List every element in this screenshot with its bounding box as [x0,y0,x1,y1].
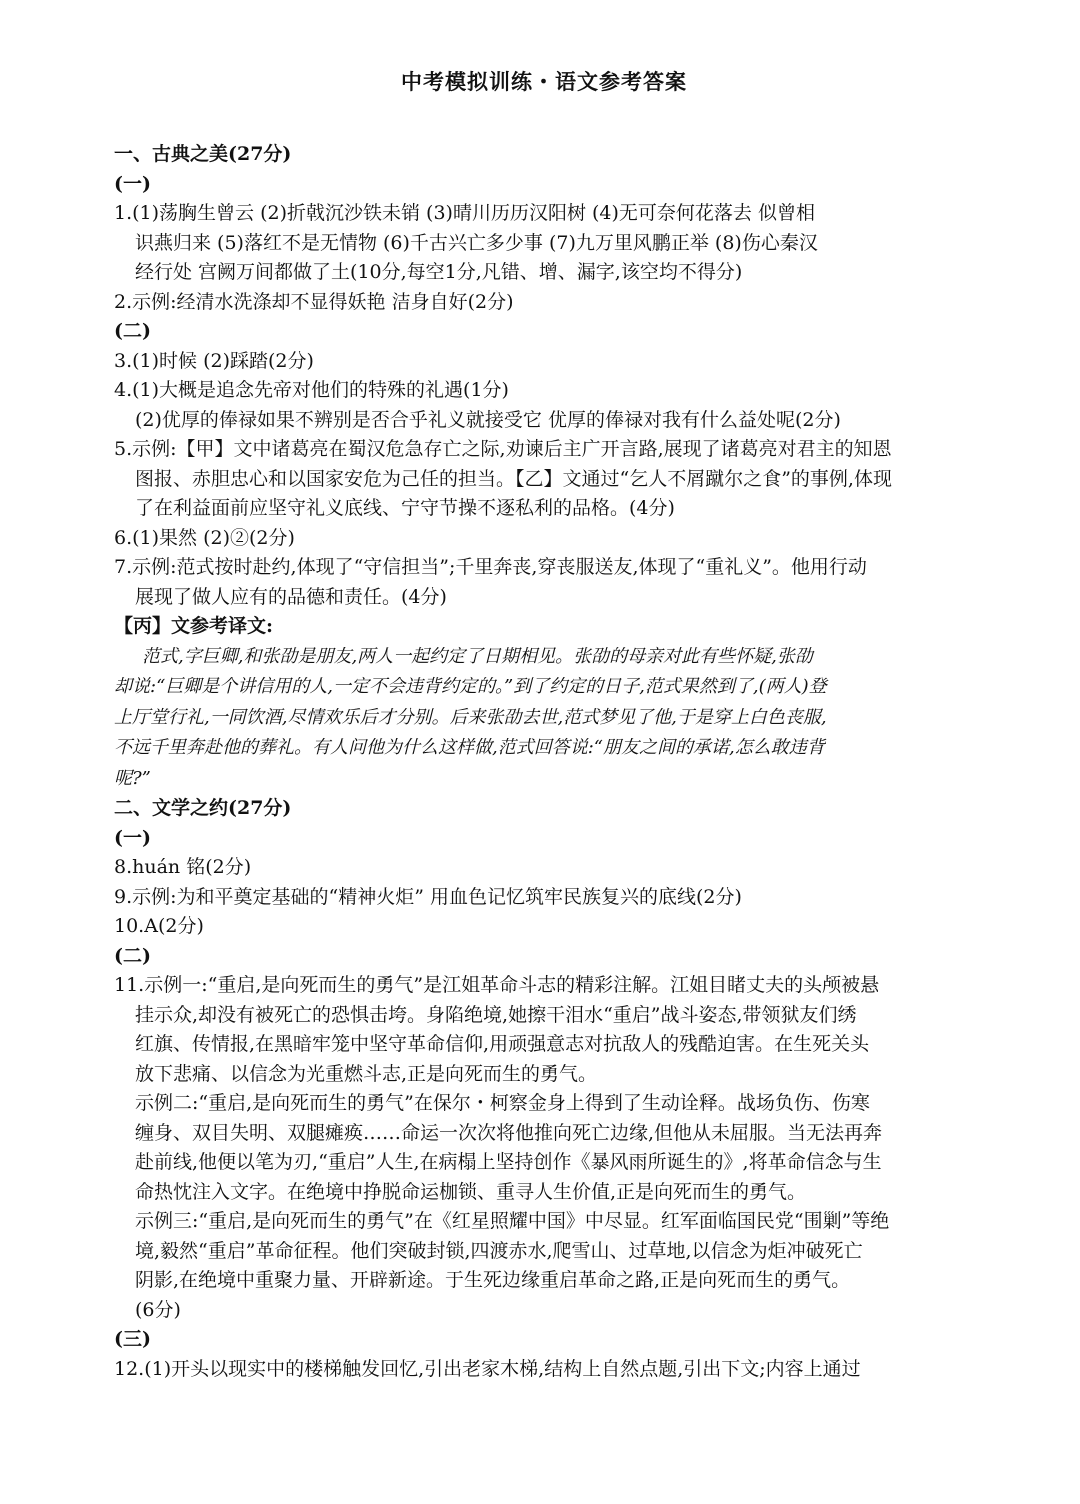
section-heading: 二、文学之约(27分) [114,797,292,819]
answer-line: 挂示众,却没有被死亡的恐惧击垮。身陷绝境,她擦干泪水“重启”战斗姿态,带领狱友们绣 [135,1003,857,1026]
subsection-heading: (二) [114,944,151,967]
answer-line: 2.示例:经清水洗涤却不显得妖艳 洁身自好(2分) [114,290,514,313]
translation-line: 上厅堂行礼,一同饮酒,尽情欢乐后才分别。后来张劭去世,范式梦见了他,于是穿上白色丧服, [114,706,827,728]
subsection-heading: (三) [114,1328,151,1350]
page-title: 中考模拟训练・语文参考答案 [401,69,687,94]
answer-line: 示例二:“重启,是向死而生的勇气”在保尔・柯察金身上得到了生动诠释。战场负伤、伤寒 [135,1092,870,1114]
answer-line: 12.(1)开头以现实中的楼梯触发回忆,引出老家木梯,结构上自然点题,引出下文;内容上通过 [114,1357,861,1380]
answer-line: 7.示例:范式按时赴约,体现了“守信担当”;千里奔丧,穿丧服送友,体现了“重礼义”。他用行动 [114,556,867,578]
translation-heading: 【丙】文参考译文: [114,615,274,637]
answer-line: 4.(1)大概是追念先帝对他们的特殊的礼遇(1分) [114,379,509,401]
answer-line: 境,毅然“重启”革命征程。他们突破封锁,四渡赤水,爬雪山、过草地,以信念为炬冲破死亡 [135,1239,863,1262]
translation-line: 呢?” [114,767,151,789]
translation-line: 范式,字巨卿,和张劭是朋友,两人一起约定了日期相见。张劭的母亲对此有些怀疑,张劭 [142,645,813,667]
translation-line: 不远千里奔赴他的葬礼。有人问他为什么这样做,范式回答说:“朋友之间的承诺,怎么敢违背 [114,737,825,758]
answer-line: 赴前线,他便以笔为刃,“重启”人生,在病榻上坚持创作《暴风雨所诞生的》,将革命信念与生 [135,1151,882,1173]
answer-line: 红旗、传情报,在黑暗牢笼中坚守革命信仰,用顽强意志对抗敌人的残酷迫害。在生死关头 [135,1033,870,1055]
answer-line: 1.(1)荡胸生曾云 (2)折戟沉沙铁未销 (3)晴川历历汉阳树 (4)无可奈何花落去 似曾相 [114,202,815,224]
answer-line: 5.示例:【甲】文中诸葛亮在蜀汉危急存亡之际,劝谏后主广开言路,展现了诸葛亮对君主的知恩 [114,438,892,460]
section-heading: 一、古典之美(27分) [114,143,292,165]
answer-line: 展现了做人应有的品德和责任。(4分) [135,585,447,608]
answer-line: 9.示例:为和平奠定基础的“精神火炬” 用血色记忆筑牢民族复兴的底线(2分) [114,885,742,908]
translation-line: 却说:“巨卿是个讲信用的人,一定不会违背约定的。”到了约定的日子,范式果然到了,(两人)登 [114,676,827,697]
answer-line: 识燕归来 (5)落红不是无情物 (6)千古兴亡多少事 (7)九万里风鹏正举 (8)伤心秦汉 [135,231,818,254]
answer-line: 阴影,在绝境中重聚力量、开辟新途。于生死边缘重启革命之路,正是向死而生的勇气。 [135,1269,851,1291]
answer-line: (6分) [135,1298,181,1321]
answer-line: 6.(1)果然 (2)②(2分) [114,526,295,549]
subsection-heading: (二) [114,320,151,342]
answer-line: 3.(1)时候 (2)踩踏(2分) [114,349,314,372]
answer-line: 10.A(2分) [114,915,204,937]
answer-line: 图报、赤胆忠心和以国家安危为己任的担当。【乙】文通过“乞人不屑蹴尔之食”的事例,体现 [135,467,892,490]
answer-line: 了在利益面前应坚守礼义底线、宁守节操不逐私利的品格。(4分) [135,497,675,519]
answer-line: 缠身、双目失明、双腿瘫痪……命运一次次将他推向死亡边缘,但他从未屈服。当无法再奔 [135,1121,883,1144]
answer-line: 放下悲痛、以信念为光重燃斗志,正是向死而生的勇气。 [135,1062,598,1085]
answer-line: (2)优厚的俸禄如果不辨别是否合乎礼义就接受它 优厚的俸禄对我有什么益处呢(2分) [135,408,841,431]
answer-line: 8.huán 铭(2分) [114,856,252,878]
answer-line: 示例三:“重启,是向死而生的勇气”在《红星照耀中国》中尽显。红军面临国民党“围剿”等绝 [135,1210,890,1232]
subsection-heading: (一) [114,826,151,849]
subsection-heading: (一) [114,172,151,195]
answer-line: 11.示例一:“重启,是向死而生的勇气”是江姐革命斗志的精彩注解。江姐目睹丈夫的头颅被悬 [114,974,880,996]
answer-line: 命热忱注入文字。在绝境中挣脱命运枷锁、重寻人生价值,正是向死而生的勇气。 [135,1180,807,1203]
answer-line: 经行处 宫阙万间都做了土(10分,每空1分,凡错、增、漏字,该空均不得分) [135,261,743,283]
